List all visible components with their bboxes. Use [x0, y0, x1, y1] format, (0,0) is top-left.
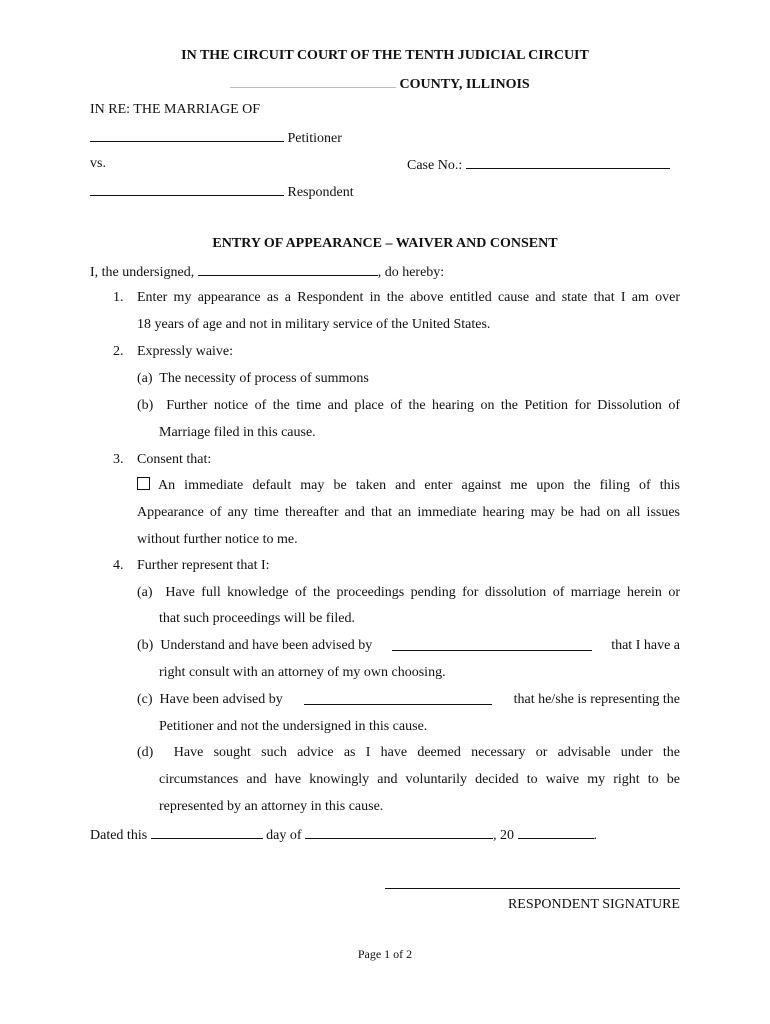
item-2b-line-1: (b) Further notice of the time and place of the hearing on the Petition for Dissolution of — [137, 398, 680, 413]
item-2-text: Expressly waive: — [137, 344, 234, 359]
item-4d-line-2: circumstances and have knowingly and voluntarily decided to waive my right to be — [159, 772, 680, 787]
county-blank[interactable] — [230, 74, 396, 88]
undersigned-name-blank[interactable] — [198, 262, 378, 276]
advised-by-blank[interactable] — [392, 637, 592, 651]
respondent-line — [90, 182, 354, 202]
item-4a-line-1: (a) Have full knowledge of the proceedings pending for dissolution of marriage herein or — [137, 585, 680, 600]
item-4-text: Further represent that I: — [137, 558, 270, 573]
item-3-line-1-row — [137, 477, 680, 495]
petitioner-blank[interactable] — [90, 128, 284, 142]
item-1-number: 1. — [113, 290, 124, 305]
petitioner-label: Petitioner — [287, 131, 342, 146]
consent-checkbox[interactable] — [137, 477, 150, 490]
petitioner-attorney-blank[interactable] — [304, 691, 492, 705]
item-4c-prefix: (c) Have been advised by — [137, 692, 283, 707]
item-4b-line-1 — [137, 637, 680, 655]
item-4b-line-2: right consult with an attorney of my own choosing. — [159, 665, 446, 680]
item-3-number: 3. — [113, 452, 124, 467]
case-number-blank[interactable] — [466, 155, 670, 169]
dated-line — [90, 825, 597, 845]
item-4d-line-1: (d) Have sought such advice as I have deemed necessary or advisable under the — [137, 745, 680, 760]
signature-line[interactable] — [385, 888, 680, 889]
item-2-number: 2. — [113, 344, 124, 359]
item-4c-line-1 — [137, 691, 680, 709]
item-3-line-2: Appearance of any time thereafter and that an immediate hearing may be had on all issues — [137, 505, 680, 520]
county-line — [230, 74, 530, 94]
item-4c-suffix: that he/she is representing the — [513, 692, 680, 707]
day-blank[interactable] — [151, 825, 263, 839]
petitioner-line — [90, 128, 342, 148]
month-blank[interactable] — [305, 825, 493, 839]
respondent-label: Respondent — [287, 185, 354, 200]
dated-prefix: Dated this — [90, 828, 148, 843]
county-label: COUNTY, ILLINOIS — [399, 77, 530, 92]
item-4-number: 4. — [113, 558, 124, 573]
item-4a-line-2: that such proceedings will be filed. — [159, 611, 355, 626]
year-blank[interactable] — [518, 825, 594, 839]
item-2b-line-2: Marriage filed in this cause. — [159, 425, 316, 440]
page-number: Page 1 of 2 — [357, 947, 413, 961]
respondent-blank[interactable] — [90, 182, 284, 196]
year-prefix: , 20 — [493, 828, 515, 843]
case-number-label: Case No.: — [407, 158, 463, 173]
document-title: ENTRY OF APPEARANCE – WAIVER AND CONSENT — [212, 236, 558, 251]
vs-label: vs. — [90, 156, 106, 171]
item-4b-prefix: (b) Understand and have been advised by — [137, 638, 373, 653]
dated-end: . — [593, 828, 598, 843]
day-of-label: day of — [266, 828, 302, 843]
intro-line — [90, 262, 444, 282]
court-title: IN THE CIRCUIT COURT OF THE TENTH JUDICIAL CIRCUIT — [181, 48, 589, 63]
item-3-text: Consent that: — [137, 452, 212, 467]
signature-label: RESPONDENT SIGNATURE — [507, 897, 680, 912]
item-4d-line-3: represented by an attorney in this cause. — [159, 799, 384, 814]
intro-suffix: , do hereby: — [377, 265, 445, 280]
case-number-line — [407, 155, 670, 175]
item-1-line-2: 18 years of age and not in military service of the United States. — [137, 317, 491, 332]
intro-prefix: I, the undersigned, — [90, 265, 195, 280]
item-3-line-1: An immediate default may be taken and enter against me upon the filing of this — [158, 478, 680, 493]
item-2a: (a) The necessity of process of summons — [137, 371, 369, 386]
in-re-label: IN RE: THE MARRIAGE OF — [90, 102, 261, 117]
item-3-line-3: without further notice to me. — [137, 532, 298, 547]
item-4c-line-2: Petitioner and not the undersigned in this cause. — [159, 719, 428, 734]
item-4b-suffix: that I have a — [611, 638, 680, 653]
item-1-line-1: Enter my appearance as a Respondent in the above entitled cause and state that I am over — [137, 290, 680, 305]
